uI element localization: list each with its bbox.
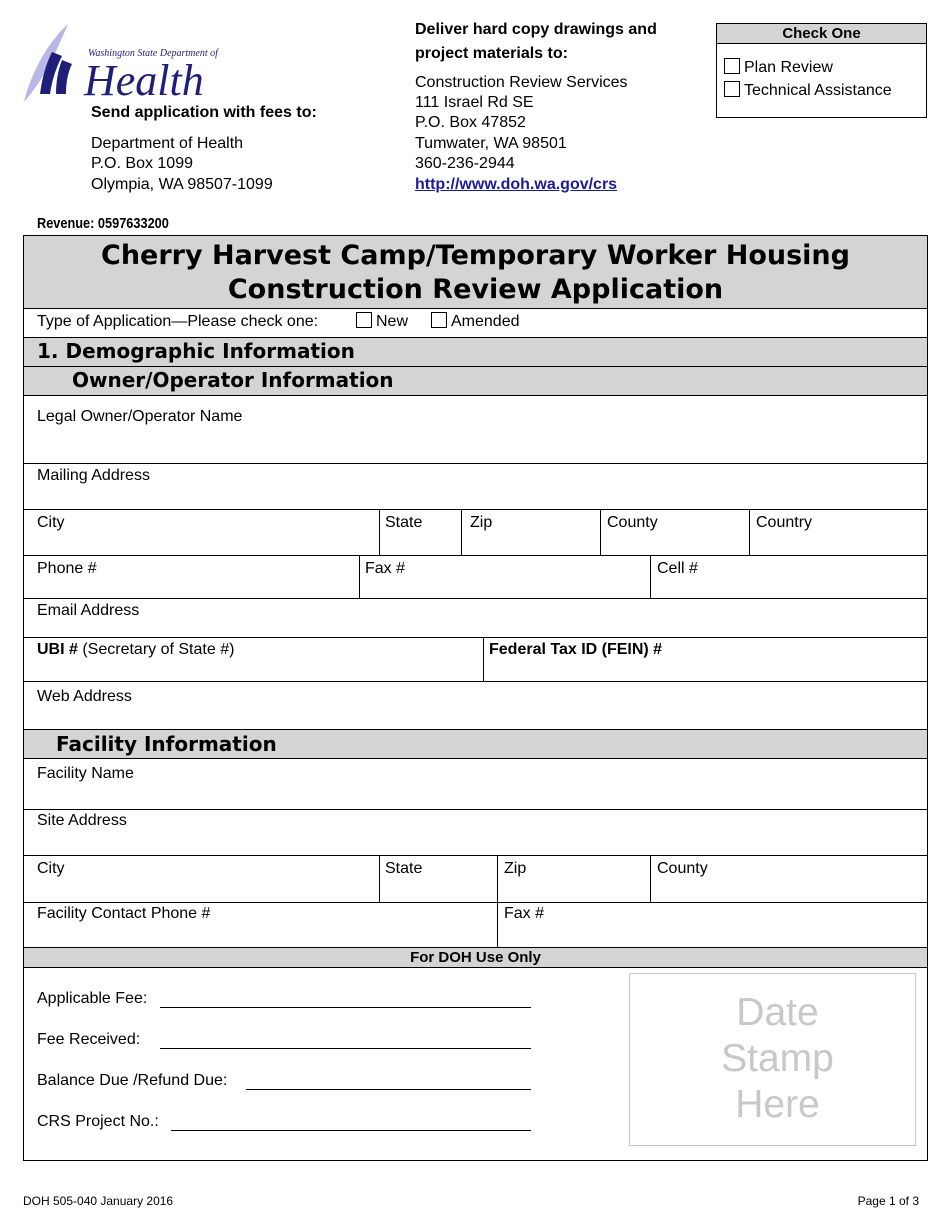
send-to-line: Olympia, WA 98507-1099 — [91, 176, 273, 193]
facility-state-label: State — [385, 860, 423, 877]
row-divider — [23, 637, 928, 638]
logo-health-text: Health — [84, 56, 204, 105]
cell-divider — [650, 855, 651, 902]
doh-logo-mark-icon — [22, 22, 74, 104]
doh-use-title: For DOH Use Only — [410, 949, 541, 966]
deliver-to-line: Construction Review Services — [415, 74, 628, 91]
send-to-heading: Send application with fees to: — [91, 104, 317, 121]
applicable-fee-label: Applicable Fee: — [37, 990, 148, 1007]
applicable-fee-line[interactable] — [160, 1007, 531, 1008]
facility-title: Facility Information — [56, 732, 277, 756]
revenue-code: Revenue: 0597633200 — [37, 215, 169, 232]
deliver-to-line: 360-236-2944 — [415, 155, 515, 172]
row-divider — [23, 809, 928, 810]
new-checkbox[interactable] — [356, 312, 372, 328]
deliver-to-line: 111 Israel Rd SE — [415, 94, 534, 111]
cell-divider — [359, 555, 360, 598]
cell-divider — [497, 855, 498, 947]
fein-label: Federal Tax ID (FEIN) # — [489, 641, 663, 658]
mailing-address-label: Mailing Address — [37, 467, 150, 484]
row-divider — [23, 598, 928, 599]
cell-divider — [749, 509, 750, 555]
date-stamp-text-3: Here — [735, 1083, 820, 1126]
plan-review-option[interactable] — [724, 58, 833, 78]
crs-website-link[interactable]: http://www.doh.wa.gov/crs — [415, 176, 618, 193]
ubi-label-rest: (Secretary of State #) — [77, 641, 235, 658]
crs-project-no-label: CRS Project No.: — [37, 1113, 159, 1130]
owner-cell-label: Cell # — [657, 560, 698, 577]
owner-fax-label: Fax # — [365, 560, 406, 577]
footer-form-id: DOH 505-040 January 2016 — [23, 1194, 174, 1208]
row-divider — [23, 902, 928, 903]
facility-name-label: Facility Name — [37, 765, 134, 782]
form-title-line2: Construction Review Application — [227, 274, 724, 305]
owner-zip-label: Zip — [470, 514, 493, 531]
row-divider — [23, 555, 928, 556]
facility-fax-label: Fax # — [504, 905, 545, 922]
check-one-title-bar — [716, 23, 927, 44]
legal-owner-name-label: Legal Owner/Operator Name — [37, 408, 243, 425]
cell-divider — [379, 509, 380, 555]
application-type-new-option[interactable] — [356, 312, 408, 332]
owner-operator-title: Owner/Operator Information — [72, 368, 394, 392]
cell-divider — [650, 555, 651, 598]
owner-country-label: Country — [756, 514, 813, 531]
owner-state-label: State — [385, 514, 423, 531]
date-stamp-text-1: Date — [736, 991, 819, 1034]
deliver-to-line: P.O. Box 47852 — [415, 114, 526, 131]
ubi-label-bold: UBI # — [37, 641, 78, 658]
doh-logo — [22, 22, 218, 105]
deliver-to-line: Tumwater, WA 98501 — [415, 135, 567, 152]
deliver-to-heading: project materials to: — [415, 45, 568, 62]
form-title-line1: Cherry Harvest Camp/Temporary Worker Housing — [101, 240, 850, 271]
fee-received-line[interactable] — [160, 1048, 531, 1049]
row-divider — [23, 681, 928, 682]
balance-due-line[interactable] — [246, 1089, 531, 1090]
plan-review-checkbox[interactable] — [724, 58, 740, 74]
cell-divider — [379, 855, 380, 902]
logo-dept-text: Washington State Department of — [88, 48, 218, 59]
new-label: New — [376, 313, 409, 330]
cell-divider — [461, 509, 462, 555]
application-type-prompt: Type of Application—Please check one: — [37, 313, 319, 330]
facility-city-label: City — [37, 860, 65, 877]
web-address-label: Web Address — [37, 688, 132, 705]
owner-city-label: City — [37, 514, 65, 531]
technical-assistance-option[interactable] — [724, 81, 892, 101]
amended-label: Amended — [451, 313, 520, 330]
row-divider — [23, 855, 928, 856]
date-stamp-text-2: Stamp — [721, 1037, 834, 1080]
ubi-label — [37, 640, 234, 660]
fee-received-label: Fee Received: — [37, 1031, 141, 1048]
plan-review-label: Plan Review — [744, 59, 833, 76]
facility-county-label: County — [657, 860, 708, 877]
technical-assistance-label: Technical Assistance — [744, 82, 892, 99]
owner-phone-label: Phone # — [37, 560, 97, 577]
cell-divider — [483, 637, 484, 681]
site-address-label: Site Address — [37, 812, 127, 829]
facility-zip-label: Zip — [504, 860, 527, 877]
send-to-line: P.O. Box 1099 — [91, 155, 193, 172]
section1-title: 1. Demographic Information — [37, 339, 355, 363]
doh-use-header — [23, 947, 928, 968]
row-divider — [23, 463, 928, 464]
facility-contact-phone-label: Facility Contact Phone # — [37, 905, 211, 922]
crs-project-no-line[interactable] — [171, 1130, 531, 1131]
deliver-to-heading: Deliver hard copy drawings and — [415, 21, 657, 38]
send-to-line: Department of Health — [91, 135, 244, 152]
cell-divider — [600, 509, 601, 555]
balance-due-label: Balance Due /Refund Due: — [37, 1072, 228, 1089]
check-one-title: Check One — [782, 25, 861, 42]
owner-email-label: Email Address — [37, 602, 140, 619]
amended-checkbox[interactable] — [431, 312, 447, 328]
technical-assistance-checkbox[interactable] — [724, 81, 740, 97]
owner-county-label: County — [607, 514, 658, 531]
application-type-amended-option[interactable] — [431, 312, 520, 332]
footer-page-number: Page 1 of 3 — [857, 1194, 919, 1208]
row-divider — [23, 509, 928, 510]
